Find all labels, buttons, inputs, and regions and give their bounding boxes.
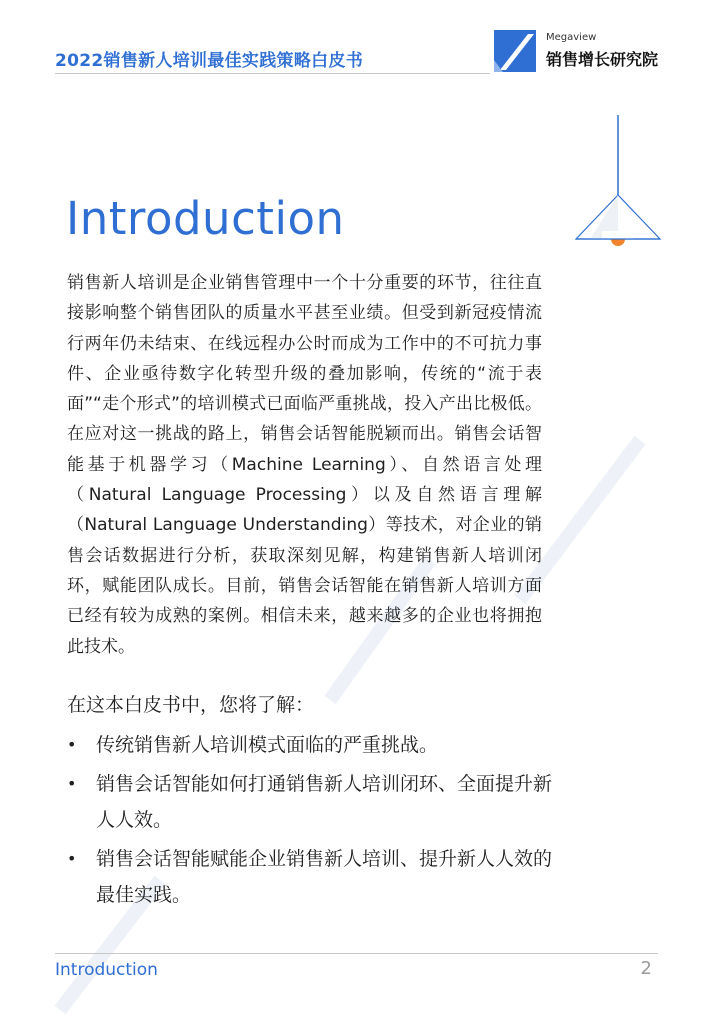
list-item <box>67 766 567 838</box>
brand-name-cn: 销售增长研究院 <box>546 50 659 69</box>
page-number: 2 <box>640 958 652 979</box>
document-title: 2022销售新人培训最佳实践策略白皮书 <box>55 51 364 71</box>
header-divider <box>55 73 490 74</box>
bullet-text: 传统销售新人培训模式面临的严重挑战。 <box>96 734 439 756</box>
pendant-lamp-icon <box>572 115 664 250</box>
footer-section-label: Introduction <box>55 960 158 980</box>
bullet-list <box>67 727 567 916</box>
bullet-icon: • <box>67 735 77 754</box>
bullet-icon: • <box>67 774 77 793</box>
intro-paragraph: 销售新人培训是企业销售管理中一个十分重要的环节，往往直接影响整个销售团队的质量水平甚至业绩。但受到新冠疫情流行两年仍未结束、在线远程办公时而成为工作中的不可抗力事件、企业亟待数字化转型升级的叠加影响，传统的“流于表面”“走个形式”的培训模式已面临严重挑战，投入产出比极低。在应对这一挑战的路上，销售会话智能脱颖而出。销售会话智能基于机器学习（Machine Learning）、自然语言处理（Natural Language Processing）以及自然语言理解（Natural Language Understanding）等技术，对企业的销售会话数据进行分析，获取深刻见解，构建销售新人培训闭环，赋能团队成长。目前，销售会话智能在销售新人培训方面已经有较为成熟的案例。相信未来，越来越多的企业也将拥抱此技术。 <box>67 273 542 657</box>
megaview-logo-icon <box>494 30 536 72</box>
list-item <box>67 841 567 913</box>
bullet-text: 销售会话智能赋能企业销售新人培训、提升新人人效的最佳实践。 <box>96 848 553 906</box>
brand-name-en: Megaview <box>546 32 597 43</box>
whitepaper-lead-text: 在这本白皮书中，您将了解： <box>67 694 315 716</box>
bullet-text: 销售会话智能如何打通销售新人培训闭环、全面提升新人人效。 <box>96 773 553 831</box>
section-heading: Introduction <box>66 192 345 245</box>
bullet-icon: • <box>67 849 77 868</box>
list-item <box>67 727 567 763</box>
footer-divider <box>55 953 658 954</box>
